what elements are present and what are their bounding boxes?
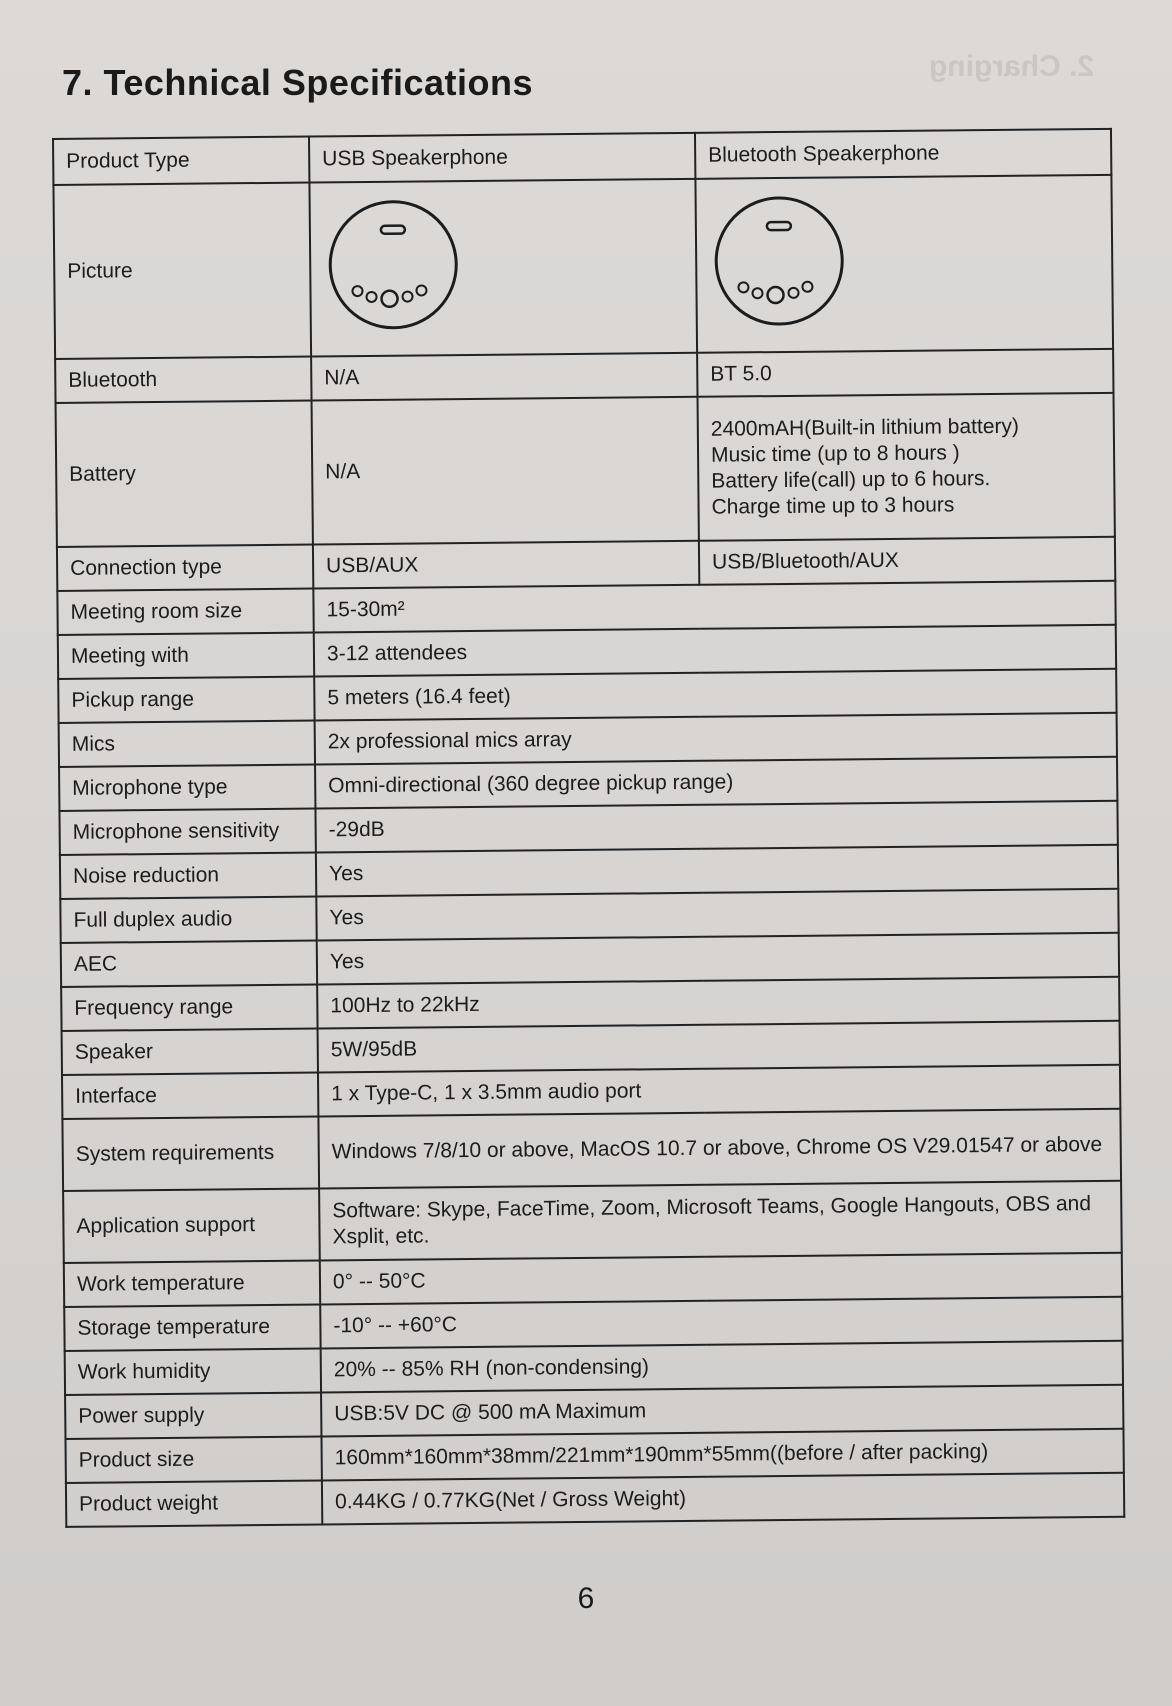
cell-col1-header: USB Speakerphone	[309, 133, 695, 183]
cell-label: Pickup range	[58, 677, 314, 723]
battery-line: 2400mAH(Built-in lithium battery)	[710, 414, 1020, 441]
cell-col2-header: Bluetooth Speakerphone	[695, 129, 1111, 179]
cell-label: Connection type	[57, 545, 313, 591]
bleed-through-text: 2. Charging	[928, 50, 1094, 83]
cell-value: Yes	[317, 933, 1119, 985]
cell-col2: USB/Bluetooth/AUX	[699, 537, 1115, 585]
cell-value: Yes	[316, 889, 1118, 941]
cell-value: 0.44KG / 0.77KG(Net / Gross Weight)	[322, 1473, 1124, 1525]
cell-value: 2x professional mics array	[315, 713, 1117, 765]
cell-value: -10° -- +60°C	[320, 1297, 1122, 1349]
cell-label: Power supply	[65, 1392, 321, 1438]
cell-label: System requirements	[62, 1116, 319, 1190]
cell-label: AEC	[61, 940, 317, 986]
cell-label: Noise reduction	[60, 853, 316, 899]
cell-label: Application support	[63, 1188, 320, 1262]
cell-label: Product Type	[53, 137, 309, 185]
cell-label: Work temperature	[64, 1260, 320, 1306]
usb-speakerphone-picture	[309, 179, 697, 357]
speakerphone-drawing-icon	[709, 191, 850, 332]
cell-value: -29dB	[315, 801, 1117, 853]
table-row	[66, 1473, 1124, 1527]
cell-value: 3-12 attendees	[314, 625, 1116, 677]
cell-col1: N/A	[312, 397, 699, 545]
cell-value: Software: Skype, FaceTime, Zoom, Microsoft Teams, Google Hangouts, OBS and Xsplit, etc.	[319, 1181, 1122, 1261]
cell-value: Yes	[316, 845, 1118, 897]
cell-value: 1 x Type-C, 1 x 3.5mm audio port	[318, 1065, 1120, 1117]
cell-label: Battery	[56, 401, 313, 547]
battery-line: Charge time up to 3 hours	[711, 493, 955, 519]
cell-col1: N/A	[311, 353, 697, 401]
cell-value: 20% -- 85% RH (non-condensing)	[321, 1341, 1123, 1393]
page-number: 6	[577, 1582, 595, 1615]
speakerphone-drawing-icon	[323, 194, 464, 335]
cell-label: Interface	[62, 1072, 318, 1118]
cell-col2: BT 5.0	[697, 349, 1113, 397]
bluetooth-speakerphone-picture	[695, 175, 1113, 353]
cell-label: Storage temperature	[64, 1304, 320, 1350]
cell-value: Omni-directional (360 degree pickup range)	[315, 757, 1117, 809]
cell-label: Meeting room size	[57, 589, 313, 635]
battery-line: Battery life(call) up to 6 hours.	[711, 467, 991, 493]
spec-table	[52, 128, 1125, 1528]
cell-label: Product size	[65, 1436, 321, 1482]
battery-line: Music time (up to 8 hours )	[710, 441, 960, 467]
cell-col2-battery	[698, 393, 1115, 541]
cell-label: Product weight	[66, 1480, 322, 1526]
cell-label: Meeting with	[58, 633, 314, 679]
cell-value: Windows 7/8/10 or above, MacOS 10.7 or above, Chrome OS V29.01547 or above	[318, 1109, 1121, 1189]
cell-col1: USB/AUX	[313, 541, 699, 589]
table-row-picture	[53, 175, 1113, 359]
cell-value: 160mm*160mm*38mm/221mm*190mm*55mm((before / after packing)	[321, 1429, 1123, 1481]
cell-label: Speaker	[62, 1028, 318, 1074]
cell-label: Frequency range	[61, 984, 317, 1030]
cell-label: Work humidity	[65, 1348, 321, 1394]
table-row-battery	[56, 393, 1115, 547]
cell-value: 0° -- 50°C	[320, 1253, 1122, 1305]
table-row	[63, 1181, 1122, 1263]
cell-label: Mics	[59, 721, 315, 767]
cell-label: Full duplex audio	[60, 896, 316, 942]
cell-value: 100Hz to 22kHz	[317, 977, 1119, 1029]
cell-value: 5W/95dB	[318, 1021, 1120, 1073]
cell-label: Bluetooth	[55, 357, 311, 403]
cell-value: 5 meters (16.4 feet)	[314, 669, 1116, 721]
page-title: 7. Technical Specifications	[62, 62, 533, 103]
table-row	[62, 1109, 1121, 1191]
cell-label: Microphone type	[59, 765, 315, 811]
cell-label: Microphone sensitivity	[59, 809, 315, 855]
cell-value: USB:5V DC @ 500 mA Maximum	[321, 1385, 1123, 1437]
cell-value: 15-30m²	[313, 581, 1115, 633]
cell-label: Picture	[53, 183, 311, 359]
